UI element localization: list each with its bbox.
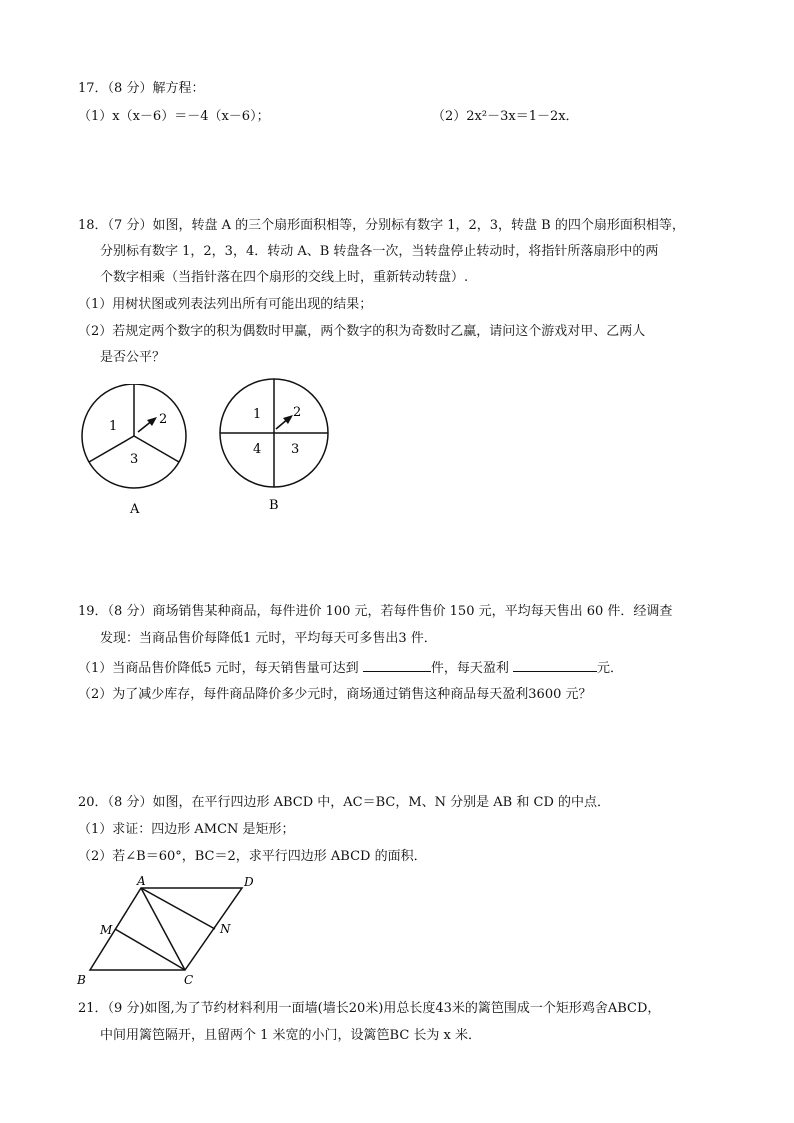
q18-part1: （1）用树状图或列表法列出所有可能出现的结果； bbox=[78, 297, 373, 312]
vertex-label-a: A bbox=[137, 874, 146, 888]
q18-line2: 分别标有数字 1，2，3，4．转动 A、B 转盘各一次，当转盘停止转动时，将指针所落扇形中的两 bbox=[100, 244, 659, 259]
q19-part1 bbox=[78, 659, 623, 677]
q18-line1: 18．（7 分）如图，转盘 A 的三个扇形面积相等，分别标有数字 1，2，3，转盘 B 的四个扇形面积相等， bbox=[78, 218, 685, 233]
q17-part2: （2）2x²－3x＝1－2x． bbox=[432, 109, 579, 124]
q20-part2: （2）若∠B＝60°，BC＝2，求平行四边形 ABCD 的面积． bbox=[78, 849, 427, 864]
spinner-b-label-1: 1 bbox=[253, 407, 262, 422]
vertex-label-m: M bbox=[100, 923, 113, 937]
q19-part1-text-b: 件，每天盈利 bbox=[430, 661, 509, 676]
q19-part1-text-c: 元． bbox=[596, 661, 623, 676]
q19-part2: （2）为了减少库存，每件商品降价多少元时，商场通过销售这种商品每天盈利3600 元？ bbox=[78, 687, 592, 702]
q19-answer-blank-quantity[interactable] bbox=[363, 659, 431, 672]
q19-part1-text-a: （1）当商品售价降低5 元时，每天销售量可达到 bbox=[78, 661, 359, 676]
spinner-a-divider bbox=[89, 436, 134, 462]
q19-line2: 发现：当商品售价每降低1 元时，平均每天可多售出3 件． bbox=[100, 631, 437, 646]
q18-line3: 个数字相乘（当指针落在四个扇形的交线上时，重新转动转盘）. bbox=[100, 270, 469, 285]
spinner-b-caption: B bbox=[269, 498, 279, 513]
spinner-a-label-1: 1 bbox=[109, 419, 118, 434]
vertex-label-b: B bbox=[77, 973, 86, 987]
vertex-label-n: N bbox=[220, 922, 231, 936]
spinner-a-caption: A bbox=[130, 502, 140, 517]
spinner-b-label-4: 4 bbox=[253, 442, 262, 457]
spinner-a-figure bbox=[78, 384, 198, 524]
q21-line2: 中间用篱笆隔开，且留两个 1 米宽的小门，设篱笆BC 长为 x 米． bbox=[100, 1028, 482, 1043]
q21-line1: 21．（9 分)如图,为了节约材料利用一面墙(墙长20米)用总长度43米的篱笆围成一个矩形鸡舍ABCD， bbox=[78, 1001, 661, 1016]
spinner-b-label-2: 2 bbox=[293, 405, 302, 420]
parallelogram-figure bbox=[70, 874, 270, 994]
q18-part2a: （2）若规定两个数字的积为偶数时甲赢，两个数字的积为奇数时乙赢，请问这个游戏对甲、乙两人 bbox=[78, 324, 646, 339]
q17-part1: （1）x（x－6）＝－4（x－6）； bbox=[78, 109, 270, 124]
spinner-a-pointer-head bbox=[147, 417, 157, 426]
q18-part2b: 是否公平？ bbox=[100, 350, 166, 365]
q20-part1: （1）求证：四边形 AMCN 是矩形； bbox=[78, 822, 295, 837]
q20-line1: 20．（8 分）如图，在平行四边形 ABCD 中，AC＝BC，M、N 分别是 AB 和 CD 的中点． bbox=[78, 795, 610, 810]
spinner-b-label-3: 3 bbox=[291, 442, 300, 457]
q17-header: 17．（8 分）解方程： bbox=[78, 81, 205, 96]
spinner-a-label-2: 2 bbox=[159, 412, 168, 427]
q19-answer-blank-profit[interactable] bbox=[513, 659, 597, 672]
q19-line1: 19．（8 分）商场销售某种商品，每件进价 100 元，若每件售价 150 元，平均每天售出 60 件．经调查 bbox=[78, 604, 673, 619]
spinner-a-label-3: 3 bbox=[130, 452, 139, 467]
spinner-a-divider bbox=[134, 436, 179, 462]
spinner-b-figure bbox=[219, 377, 339, 517]
vertex-label-c: C bbox=[184, 973, 194, 987]
vertex-label-d: D bbox=[244, 875, 254, 889]
